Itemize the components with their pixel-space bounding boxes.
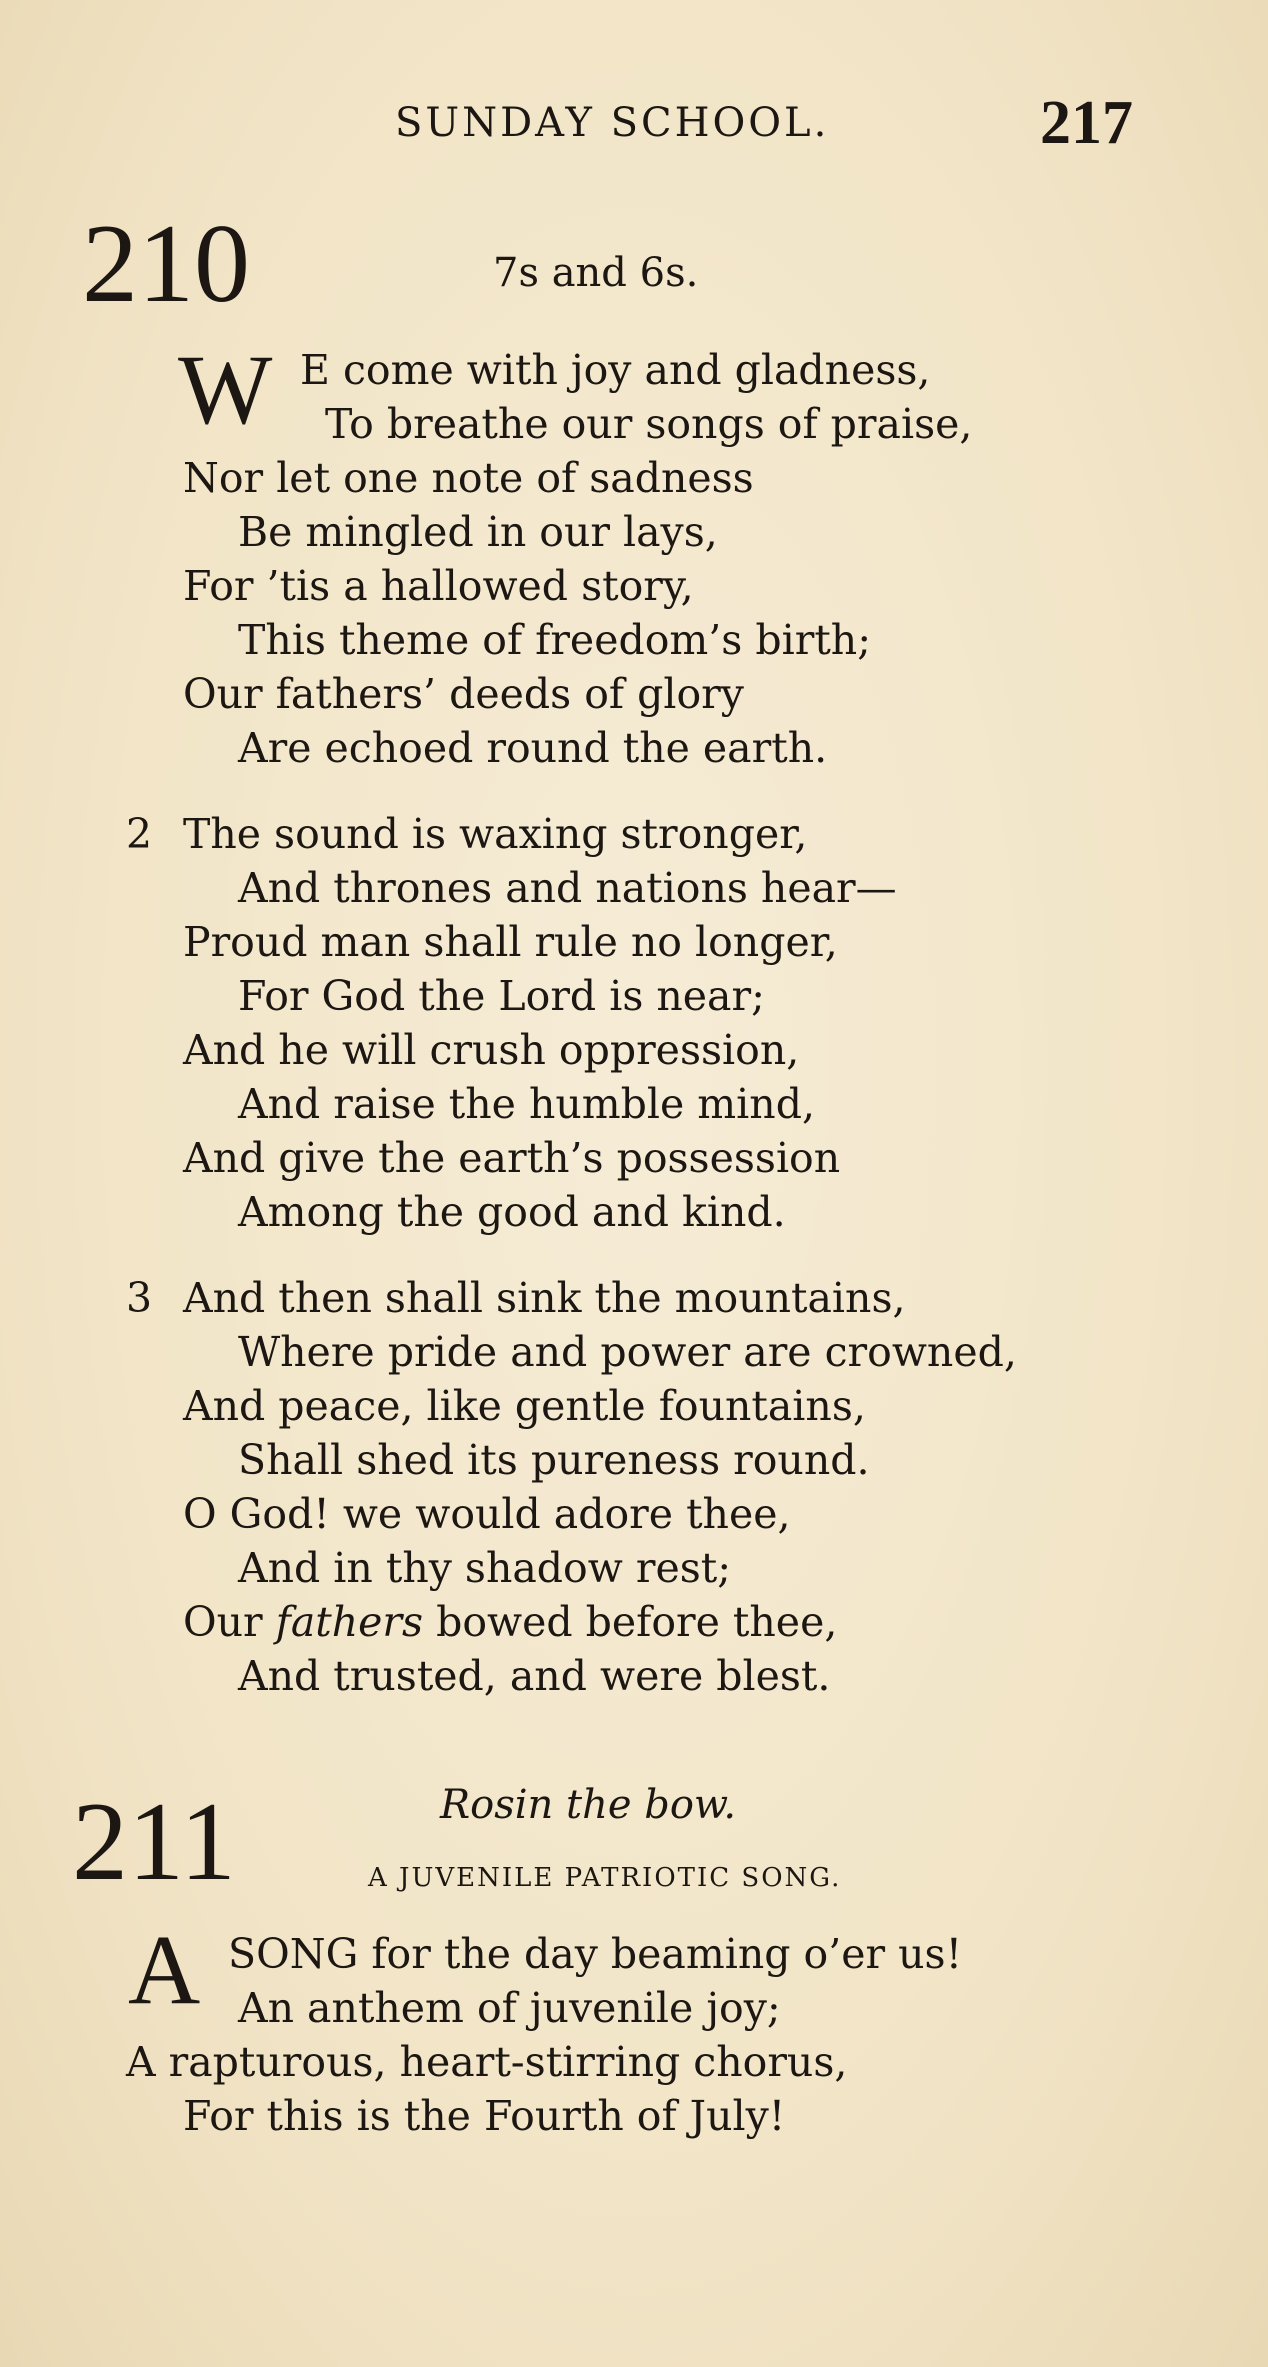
hymn-line: And give the earth’s possession bbox=[183, 1134, 841, 1182]
hymn-line: Proud man shall rule no longer, bbox=[183, 918, 838, 966]
verse-number-3: 3 bbox=[126, 1274, 153, 1322]
hymn-line: Among the good and kind. bbox=[238, 1188, 786, 1236]
tune-name: Rosin the bow. bbox=[440, 1782, 737, 1828]
hymn-line: Our fathers’ deeds of glory bbox=[183, 670, 744, 718]
hymn-line: And then shall sink the mountains, bbox=[183, 1274, 906, 1322]
hymn-number-211: 211 bbox=[72, 1780, 236, 1904]
drop-cap-w: W bbox=[178, 334, 273, 445]
hymn-line: For this is the Fourth of July! bbox=[183, 2092, 786, 2140]
hymn-line: O God! we would adore thee, bbox=[183, 1490, 791, 1538]
hymn-line: Are echoed round the earth. bbox=[238, 724, 828, 772]
hymn-line: E come with joy and gladness, bbox=[300, 346, 931, 394]
hymn-line: Shall shed its pureness round. bbox=[238, 1436, 870, 1484]
line-text: bowed before thee, bbox=[423, 1598, 838, 1646]
hymn-line: Be mingled in our lays, bbox=[238, 508, 718, 556]
hymn-subtitle: A JUVENILE PATRIOTIC SONG. bbox=[368, 1863, 842, 1893]
hymn-line: This theme of freedom’s birth; bbox=[238, 616, 872, 664]
hymn-meter: 7s and 6s. bbox=[493, 250, 699, 296]
hymn-line: And in thy shadow rest; bbox=[238, 1544, 732, 1592]
hymn-line: The sound is waxing stronger, bbox=[183, 810, 808, 858]
hymn-line: For ’tis a hallowed story, bbox=[183, 562, 694, 610]
verse-number-2: 2 bbox=[126, 810, 153, 858]
hymn-line: And trusted, and were blest. bbox=[238, 1652, 831, 1700]
hymn-line: And raise the humble mind, bbox=[238, 1080, 815, 1128]
hymn-line: An anthem of juvenile joy; bbox=[238, 1984, 781, 2032]
hymn-line: Where pride and power are crowned, bbox=[238, 1328, 1017, 1376]
page-number: 217 bbox=[1040, 89, 1133, 157]
line-text: Our bbox=[183, 1598, 276, 1646]
hymn-line bbox=[183, 1598, 838, 1646]
hymn-line: For God the Lord is near; bbox=[238, 972, 765, 1020]
hymn-line: And thrones and nations hear— bbox=[238, 864, 897, 912]
italic-word: fathers bbox=[275, 1598, 424, 1646]
hymn-line: To breathe our songs of praise, bbox=[325, 400, 973, 448]
hymn-line: SONG for the day beaming o’er us! bbox=[228, 1930, 963, 1978]
hymn-line: And he will crush oppression, bbox=[183, 1026, 800, 1074]
running-title: SUNDAY SCHOOL. bbox=[395, 100, 830, 146]
hymn-line: Nor let one note of sadness bbox=[183, 454, 754, 502]
hymn-line: A rapturous, heart-stirring chorus, bbox=[126, 2038, 848, 2086]
hymn-number-210: 210 bbox=[82, 202, 250, 326]
hymn-line: And peace, like gentle fountains, bbox=[183, 1382, 866, 1430]
drop-cap-a: A bbox=[128, 1914, 201, 2025]
